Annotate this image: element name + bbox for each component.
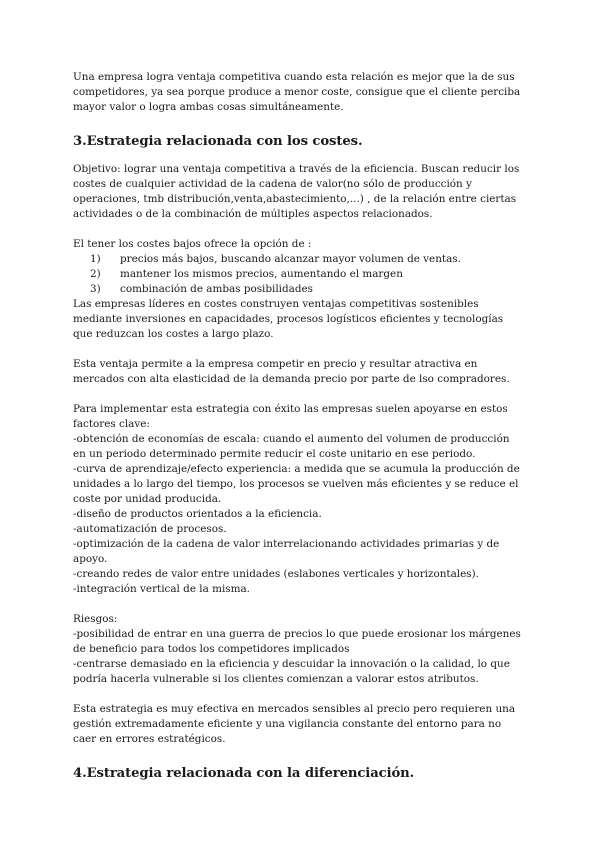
section-3-heading: 3.Estrategia relacionada con los costes.	[73, 134, 363, 149]
conclusion-paragraph: Esta estrategia es muy efectiva en mercados sensibles al precio pero requieren una gestión extremadamente eficiente y una vigilancia constante del entorno para no caer en errores estratégicos.	[73, 703, 516, 745]
factor-item: -automatización de procesos.	[73, 523, 227, 535]
objective-paragraph: Objetivo: lograr una ventaja competitiva a través de la eficiencia. Buscan reducir los costes de cualquier actividad de la cadena de valor(no sólo de producción y operaciones, tmb distribución,venta,abastecimiento,...) , de la relación entre ciertas actividades o de la combinación de múltiples aspectos relacionados.	[73, 163, 520, 220]
factor-item: -diseño de productos orientados a la eficiencia.	[73, 508, 322, 520]
risk-item: -posibilidad de entrar en una guerra de precios lo que puede erosionar los márgenes de beneficio para todos los competidores implicados	[73, 628, 521, 655]
factor-item: -curva de aprendizaje/efecto experiencia: a medida que se acumula la producción de unidades a lo largo del tiempo, los procesos se vuelven más eficientes y se reduce el coste por unidad producida.	[73, 463, 520, 505]
factor-item: -optimización de la cadena de valor interrelacionando actividades primarias y de apoyo.	[73, 538, 500, 565]
leaders-paragraph: Las empresas líderes en costes construyen ventajas competitivas sostenibles mediante inversiones en capacidades, procesos logísticos eficientes y tecnologías que reduzcan los costes a largo plazo.	[73, 298, 504, 340]
intro-paragraph: Una empresa logra ventaja competitiva cuando esta relación es mejor que la de sus competidores, ya sea porque produce a menor coste, consigue que el cliente perciba mayor valor o logra ambas cosas simultáneamente.	[73, 71, 521, 113]
document-page	[73, 70, 525, 782]
advantage-paragraph: Esta ventaja permite a la empresa competir en precio y resultar atractiva en mercados con alta elasticidad de la demanda precio por parte de lso compradores.	[73, 358, 510, 385]
risks-title: Riesgos:	[73, 613, 118, 625]
factor-item: -obtención de economías de escala: cuando el aumento del volumen de producción en un periodo determinado permite reducir el coste unitario en ese periodo.	[73, 433, 510, 460]
factors-intro: Para implementar esta estrategia con éxito las empresas suelen apoyarse en estos factores clave:	[73, 403, 508, 430]
factor-item: -creando redes de valor entre unidades (eslabones verticales y horizontales).	[73, 568, 479, 580]
options-list	[73, 252, 525, 297]
list-item: 2) mantener los mismos precios, aumentando el margen	[90, 268, 403, 280]
risk-item: -centrarse demasiado en la eficiencia y descuidar la innovación o la calidad, lo que podría hacerla vulnerable si los clientes comienzan a valorar estos atributos.	[73, 658, 510, 685]
factor-item: -integración vertical de la misma.	[73, 583, 250, 595]
options-intro: El tener los costes bajos ofrece la opción de :	[73, 238, 312, 250]
list-item: 3) combinación de ambas posibilidades	[90, 283, 313, 295]
list-item: 1) precios más bajos, buscando alcanzar mayor volumen de ventas.	[90, 253, 461, 265]
section-4-heading: 4.Estrategia relacionada con la diferenciación.	[73, 766, 415, 781]
